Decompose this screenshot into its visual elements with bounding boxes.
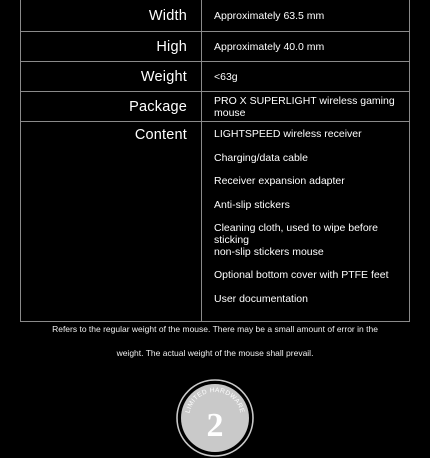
spec-value: Approximately 40.0 mm [202,32,410,62]
limited-hardware-badge [175,378,255,458]
content-item: Cleaning cloth, used to wipe before sticking [214,222,379,246]
spec-row-width [21,0,410,32]
weight-note-line-2: weight. The actual weight of the mouse shall prevail. [116,348,314,358]
content-item: Optional bottom cover with PTFE feet [214,269,389,281]
content-item: non-slip stickers mouse [214,245,324,258]
spec-label: Content [21,122,202,322]
badge-number: 2 [206,407,224,444]
spec-label: Width [21,0,202,32]
content-item: Charging/data cable [214,151,308,164]
badge-arc-text: LIMITED HARDWARE [184,386,246,414]
spec-label: Weight [21,62,202,92]
spec-value: Approximately 63.5 mm [202,0,410,32]
spec-table [20,0,410,322]
spec-label: High [21,32,202,62]
spec-value: <63g [202,62,410,92]
spec-row-content [21,122,410,322]
spec-row-high [21,32,410,62]
content-item: LIGHTSPEED wireless receiver [214,128,362,140]
content-item: User documentation [214,292,308,305]
weight-note-line-1: Refers to the regular weight of the mouse. There may be a small amount of error in the [52,324,378,334]
spec-row-weight [21,62,410,92]
spec-value: PRO X SUPERLIGHT wireless gaming mouse [202,92,410,122]
content-list [202,122,410,322]
spec-row-package [21,92,410,122]
content-item: Receiver expansion adapter [214,175,345,187]
content-item: Anti-slip stickers [214,198,290,211]
spec-label: Package [21,92,202,122]
